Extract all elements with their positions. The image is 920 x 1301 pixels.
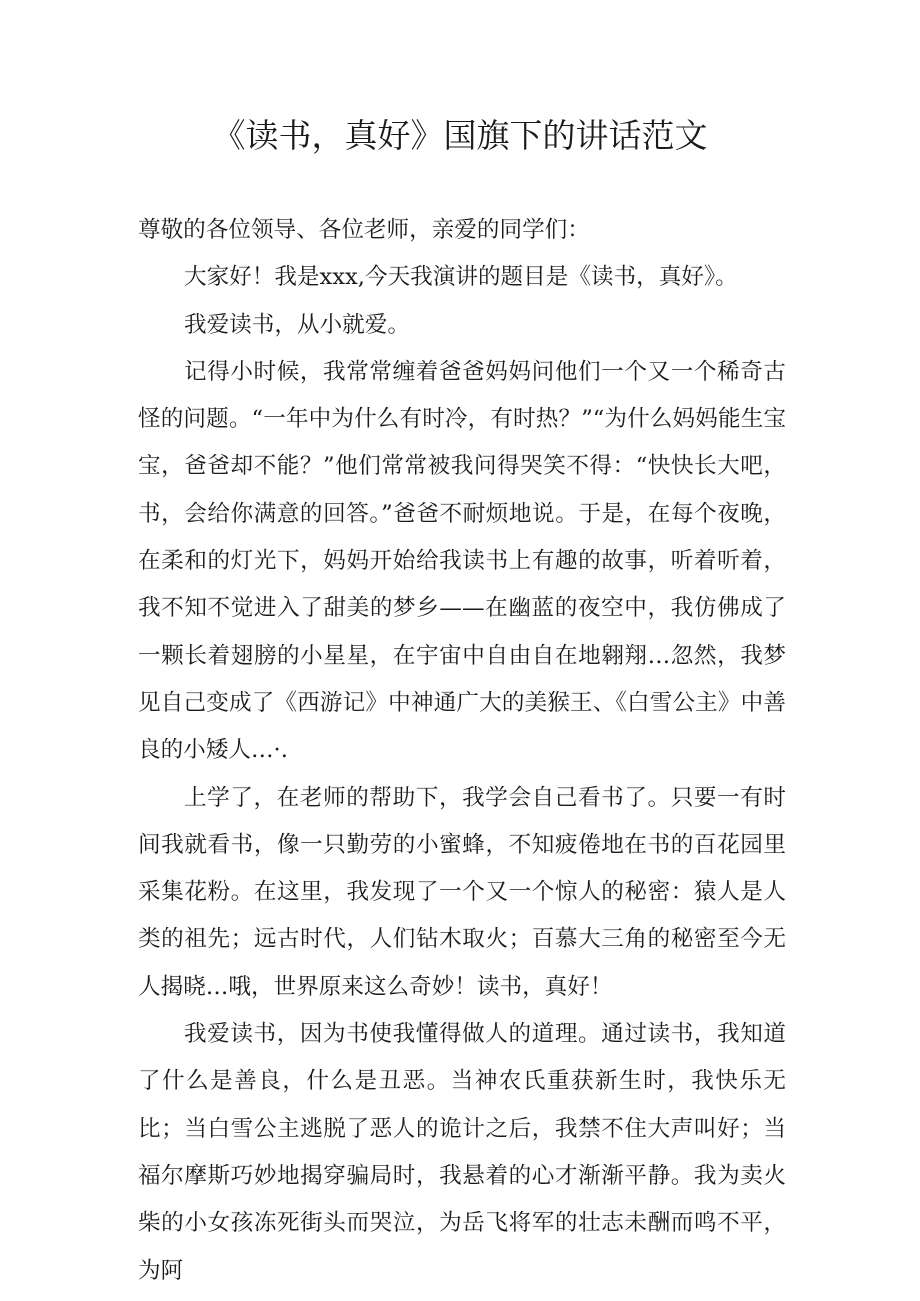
document-body [138, 207, 786, 1295]
paragraph-greeting: 大家好！我是xxx,今天我演讲的题目是《读书，真好》。 [184, 264, 738, 291]
paragraph-school: 上学了，在老师的帮助下，我学会自己看书了。只要一有时间我就看书，像一只勤劳的小蜜蜂，不知疲倦地在书的百花园里采集花粉。在这里，我发现了一个又一个惊人的秘密：猿人是人类的祖先；远古时代，人们钻木取火；百慕大三角的秘密至今无人揭晓…哦，世界原来这么奇妙！读书，真好！ [138, 784, 786, 1000]
paragraph-childhood: 记得小时候，我常常缠着爸爸妈妈问他们一个又一个稀奇古怪的问题。“一年中为什么有时冷，有时热？”“为什么妈妈能生宝宝，爸爸却不能？”他们常常被我问得哭笑不得：“快快长大吧，书，会给你满意的回答。”爸爸不耐烦地说。于是，在每个夜晚，在柔和的灯光下，妈妈开始给我读书上有趣的故事，听着听着，我不知不觉进入了甜美的梦乡——在幽蓝的夜空中，我仿佛成了一颗长着翅膀的小星星，在宇宙中自由自在地翱翔…忽然，我梦见自己变成了《西游记》中神通广大的美猴王、《白雪公主》中善良的小矮人…·. [138, 358, 786, 764]
paragraph-morals: 我爱读书，因为书使我懂得做人的道理。通过读书，我知道了什么是善良，什么是丑恶。当神农氏重获新生时，我快乐无比；当白雪公主逃脱了恶人的诡计之后，我禁不住大声叫好；当福尔摩斯巧妙地揭穿骗局时，我悬着的心才渐渐平静。我为卖火柴的小女孩冻死街头而哭泣，为岳飞将军的壮志未酬而鸣不平，为阿 [138, 1021, 786, 1284]
document-title: 《读书，真好》国旗下的讲话范文 [212, 116, 708, 155]
paragraph-love-reading: 我爱读书，从小就爱。 [184, 311, 410, 338]
salutation: 尊敬的各位领导、各位老师，亲爱的同学们： [138, 217, 590, 243]
